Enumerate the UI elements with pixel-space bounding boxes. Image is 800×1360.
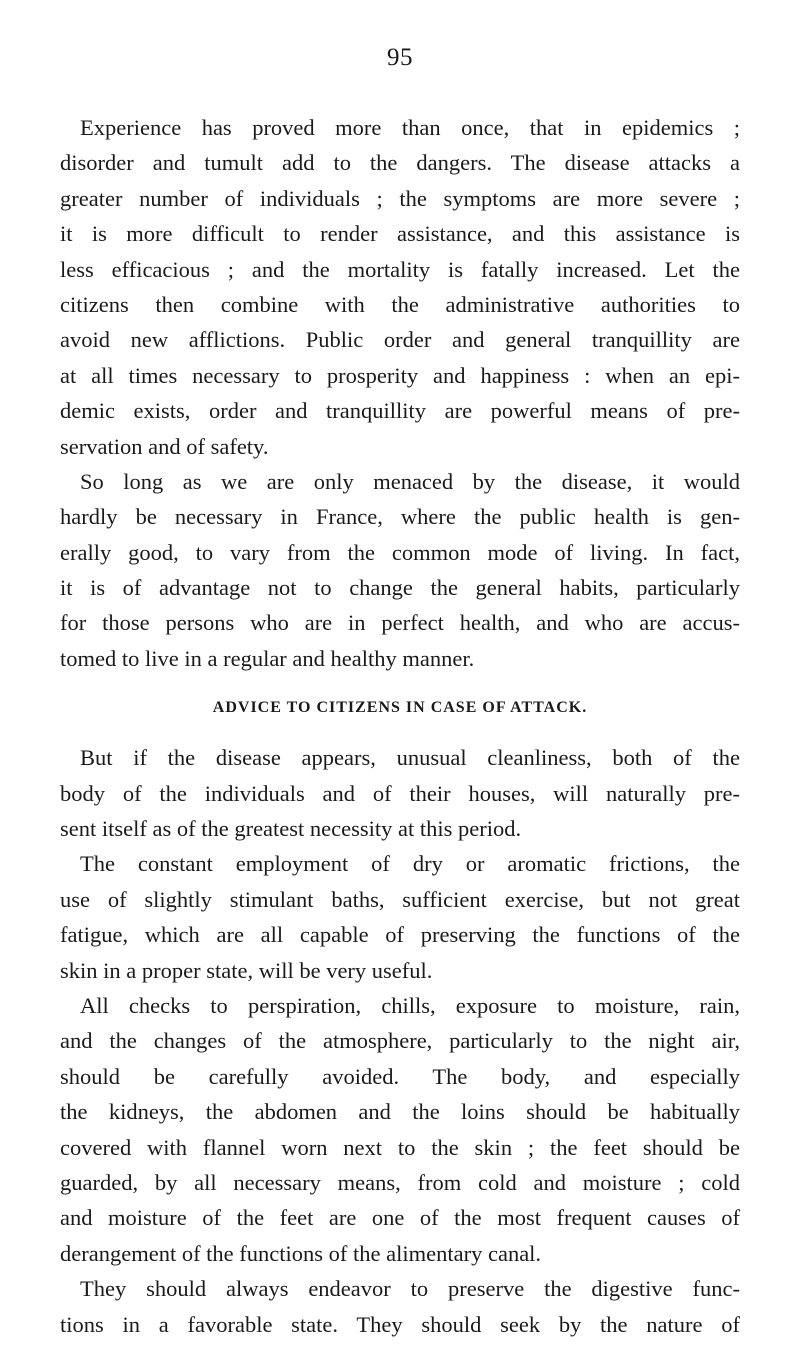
text-line: disorder and tumult add to the dangers. The disease attacks a — [60, 150, 740, 176]
text-line: sent itself as of the greatest necessity at this period. — [60, 816, 522, 842]
paragraph-epidemic-order — [60, 110, 740, 464]
text-line: greater number of individuals ; the symptoms are more severe ; — [60, 185, 740, 211]
text-line: it is more difficult to render assistance, and this assistance is — [60, 221, 740, 247]
text-line: skin in a proper state, will be very useful. — [60, 957, 433, 983]
text-line: for those persons who are in perfect health, and who are accus- — [60, 610, 740, 636]
section-heading: ADVICE TO CITIZENS IN CASE OF ATTACK. — [212, 699, 588, 717]
text-line: demic exists, order and tranquillity are powerful means of pre- — [60, 398, 740, 424]
text-line: covered with flannel worn next to the skin ; the feet should be — [60, 1134, 740, 1160]
text-line: guarded, by all necessary means, from cold and moisture ; cold — [60, 1169, 740, 1195]
text-line: erally good, to vary from the common mode of living. In fact, — [60, 539, 740, 565]
text-line: servation and of safety. — [60, 433, 269, 459]
text-line: should be carefully avoided. The body, and especially — [60, 1063, 740, 1089]
text-line: tions in a favorable state. They should seek by the nature of — [60, 1311, 740, 1337]
paragraph-digestive — [60, 1271, 740, 1342]
text-line: at all times necessary to prosperity and happiness : when an epi- — [60, 362, 740, 388]
text-line: body of the individuals and of their houses, will naturally pre- — [60, 780, 740, 806]
text-line: use of slightly stimulant baths, sufficient exercise, but not great — [60, 886, 740, 912]
text-line: citizens then combine with the administrative authorities to — [60, 291, 740, 317]
paragraph-menaced — [60, 464, 740, 676]
text-line: it is of advantage not to change the general habits, particularly — [60, 575, 740, 601]
text-line: fatigue, which are all capable of preserving the functions of the — [60, 922, 740, 948]
text-line: the kidneys, the abdomen and the loins should be habitually — [60, 1099, 740, 1125]
text-line: But if the disease appears, unusual cleanliness, both of the — [80, 745, 740, 771]
text-line: All checks to perspiration, chills, exposure to moisture, rain, — [80, 992, 740, 1018]
paragraph-frictions — [60, 846, 740, 988]
text-line: and moisture of the feet are one of the most frequent causes of — [60, 1205, 740, 1231]
text-line: less efficacious ; and the mortality is fatally increased. Let the — [60, 256, 740, 282]
text-line: derangement of the functions of the alimentary canal. — [60, 1240, 542, 1266]
text-line: tomed to live in a regular and healthy manner. — [60, 645, 475, 671]
text-line: The constant employment of dry or aromatic frictions, the — [80, 851, 740, 877]
text-line: avoid new afflictions. Public order and general tranquillity are — [60, 327, 740, 353]
paragraph-cleanliness — [60, 740, 740, 846]
page-body — [60, 110, 740, 1342]
text-line: They should always endeavor to preserve the digestive func- — [80, 1276, 740, 1302]
text-line: So long as we are only menaced by the disease, it would — [80, 468, 740, 494]
text-line: and the changes of the atmosphere, particularly to the night air, — [60, 1028, 740, 1054]
text-line: hardly be necessary in France, where the public health is gen- — [60, 504, 740, 530]
paragraph-perspiration — [60, 988, 740, 1271]
text-line: Experience has proved more than once, that in epidemics ; — [80, 115, 740, 140]
page-number: 95 — [387, 44, 413, 71]
